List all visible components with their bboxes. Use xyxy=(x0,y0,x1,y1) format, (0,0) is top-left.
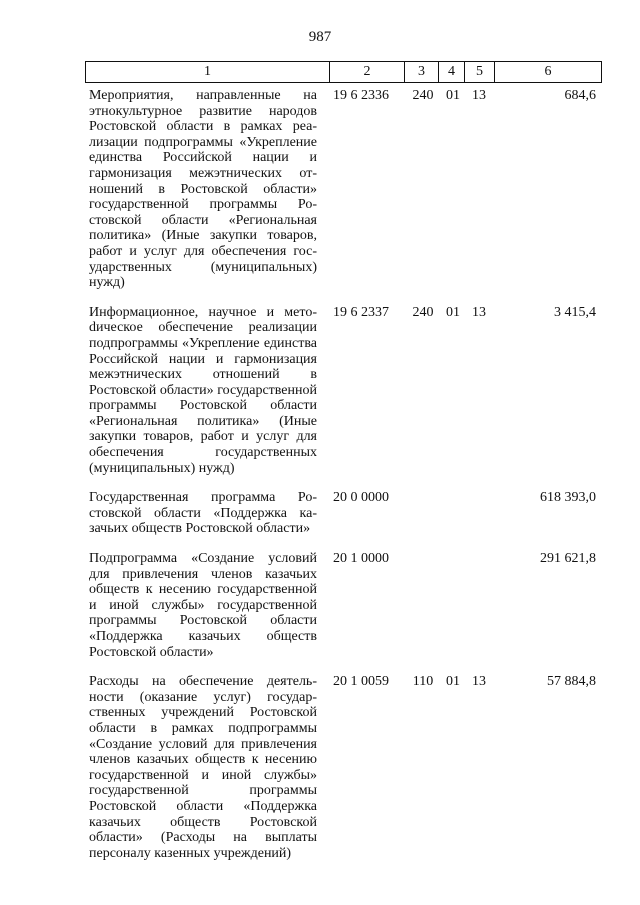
row-target-code: 20 1 0000 xyxy=(333,551,389,567)
row-expense-type: 240 xyxy=(412,304,434,320)
row-description: Государственная программа Ростовской области «Поддержка казачьих обществ Ростовской области» xyxy=(89,490,317,537)
row-subsection: 13 xyxy=(472,304,486,320)
page-number: 987 xyxy=(308,29,332,45)
table-row xyxy=(85,88,601,291)
row-subsection: 13 xyxy=(472,88,486,103)
row-target-code: 19 6 2337 xyxy=(333,304,389,320)
table-row xyxy=(85,305,601,477)
column-header-6: 6 xyxy=(495,62,602,83)
column-header-row xyxy=(86,62,602,83)
column-header-3: 3 xyxy=(405,62,439,83)
row-amount: 3 415,4 xyxy=(554,304,596,320)
row-description: Информационное, научное и метоdическое обеспечение реализации подпрограммы «Укрепление единства Российской нации и гармонизация межэтнических отношений в Ростовской области» государственной программы Ростовской области «Региональная политика» (Иные закупки товаров, работ и услуг для обеспечения государственных (муниципальных) нужд) xyxy=(89,304,317,476)
column-header-table xyxy=(85,61,602,83)
row-amount: 291 621,8 xyxy=(540,551,596,567)
row-amount: 57 884,8 xyxy=(547,674,596,690)
row-expense-type: 240 xyxy=(412,88,434,103)
budget-table-body xyxy=(85,88,601,875)
table-row xyxy=(85,490,601,537)
column-header-4: 4 xyxy=(439,62,465,83)
table-row xyxy=(85,674,601,861)
row-target-code: 19 6 2336 xyxy=(333,88,389,103)
row-amount: 618 393,0 xyxy=(540,490,596,506)
column-header-2: 2 xyxy=(330,62,405,83)
row-section: 01 xyxy=(446,674,460,690)
row-subsection: 13 xyxy=(472,674,486,690)
row-target-code: 20 0 0000 xyxy=(333,490,389,506)
table-row xyxy=(85,551,601,660)
row-description: Расходы на обеспечение деятельности (оказание услуг) государственных учреждений Ростовской области в рамках подпрограммы «Создание условий для привлечения членов казачьих обществ к несению государственной и иной службы» государственной программы Ростовской области «Поддержка казачьих обществ Ростовской области» (Расходы на выплаты персоналу казенных учреждений) xyxy=(89,674,317,861)
column-header-1: 1 xyxy=(86,62,330,83)
row-description: Мероприятия, направленные на этнокультурное развитие народов Ростовской области в рамках реализации подпрограммы «Укрепление единства Российской нации и гармонизация межэтнических отношений в Ростовской области» государственной программы Ростовской области «Региональная политика» (Иные закупки товаров, работ и услуг для обеспечения государственных (муниципальных) нужд) xyxy=(89,88,317,291)
row-section: 01 xyxy=(446,88,460,103)
row-expense-type: 110 xyxy=(412,674,434,690)
row-amount: 684,6 xyxy=(564,88,596,103)
row-description: Подпрограмма «Создание условий для привлечения членов казачьих обществ к несению государственной и иной службы» государственной программы Ростовской области «Поддержка казачьих обществ Ростовской области» xyxy=(89,551,317,660)
row-section: 01 xyxy=(446,304,460,320)
column-header-5: 5 xyxy=(465,62,495,83)
row-target-code: 20 1 0059 xyxy=(333,674,389,690)
